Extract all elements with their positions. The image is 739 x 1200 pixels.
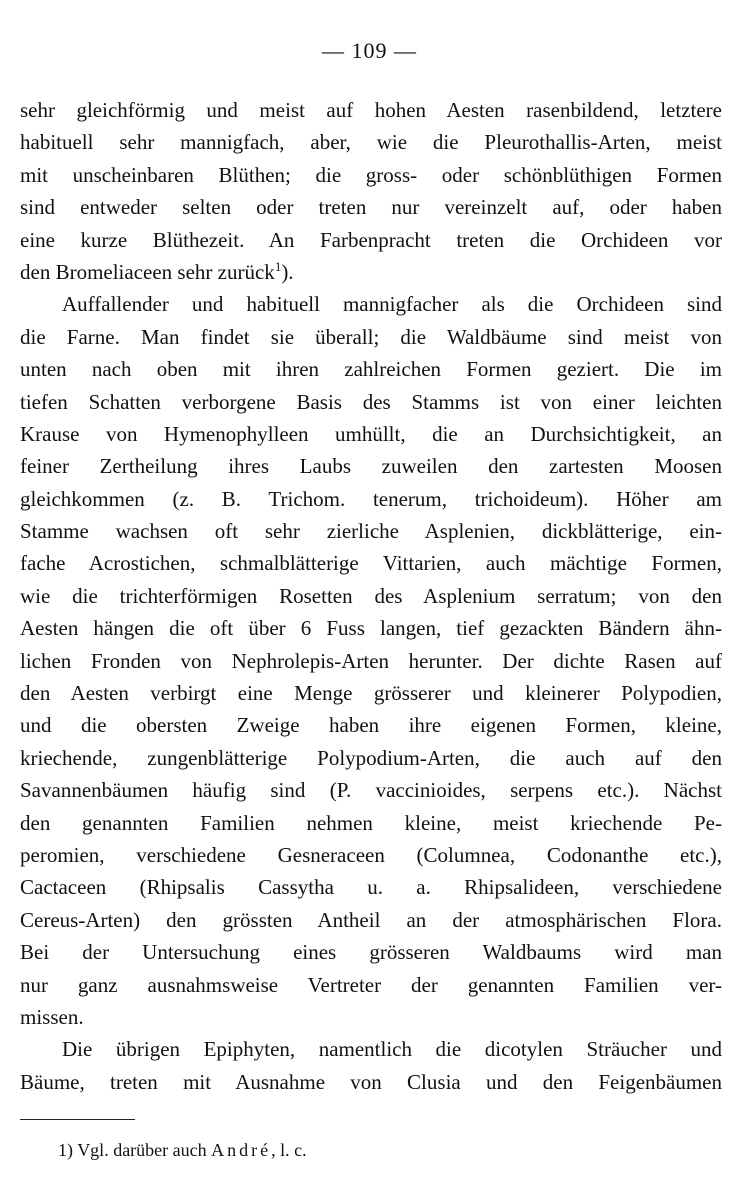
text-line: tiefen Schatten verborgene Basis des Stamms ist von einer leichten (20, 389, 722, 414)
text-line: sehr gleichförmig und meist auf hohen Aesten rasenbildend, letztere (20, 98, 722, 122)
text-line: kriechende, zungenblätterige Polypodium-Arten, die auch auf den (20, 745, 722, 770)
text-line: Savannenbäumen häufig sind (P. vaccinioides, serpens etc.). Nächst (20, 778, 722, 803)
text-line: Krause von Hymenophylleen umhüllt, die an Durchsichtigkeit, an (20, 421, 722, 446)
text-line: Die übrigen Epiphyten, namentlich die dicotylen Sträucher und (62, 1037, 722, 1062)
text-line: fache Acrostichen, schmalblätterige Vittarien, auch mächtige Formen, (20, 551, 722, 576)
paragraph (20, 94, 722, 288)
footnote (58, 1138, 718, 1162)
text-line: eine kurze Blüthezeit. An Farbenpracht treten die Orchideen vor (20, 227, 722, 252)
text-line: gleichkommen (z. B. Trichom. tenerum, trichoideum). Höher am (20, 486, 722, 511)
footnote-text: Vgl. darüber auch (77, 1140, 207, 1160)
text-line: Auffallender und habituell mannigfacher als die Orchideen sind (62, 292, 722, 317)
paragraph (20, 1033, 722, 1098)
text-line: peromien, verschiedene Gesneraceen (Columnea, Codonanthe etc.), (20, 842, 722, 867)
text-line: lichen Fronden von Nephrolepis-Arten herunter. Der dichte Rasen auf (20, 648, 722, 673)
page-number: — 109 — (322, 38, 417, 63)
footnote-text-end: , l. c. (271, 1140, 307, 1160)
text-line: wie die trichterförmigen Rosetten des Asplenium serratum; von den (20, 583, 722, 608)
text-line: Cereus-Arten) den grössten Antheil an der atmosphärischen Flora. (20, 907, 722, 932)
text-line: den Aesten verbirgt eine Menge grösserer und kleinerer Polypodien, (20, 681, 722, 706)
text-line: Cactaceen (Rhipsalis Cassytha u. a. Rhipsalideen, verschiedene (20, 875, 722, 900)
text-line: und die obersten Zweige haben ihre eigenen Formen, kleine, (20, 713, 722, 738)
text-line: Stamme wachsen oft sehr zierliche Asplenien, dickblätterige, ein- (20, 519, 722, 544)
text-fragment: den Bromeliaceen sehr zurück (20, 259, 275, 284)
paragraph (20, 288, 722, 1033)
text-line: den genannten Familien nehmen kleine, meist kriechende Pe- (20, 810, 722, 835)
footnote-marker: 1) (58, 1140, 73, 1160)
text-line: Bei der Untersuchung eines grösseren Waldbaums wird man (20, 940, 722, 965)
text-line (20, 256, 722, 288)
footnote-author: André (211, 1140, 272, 1160)
text-line: nur ganz ausnahmsweise Vertreter der genannten Familien ver- (20, 972, 722, 997)
footnote-separator (20, 1119, 135, 1120)
text-line: unten nach oben mit ihren zahlreichen Formen geziert. Die im (20, 357, 722, 382)
text-line: die Farne. Man findet sie überall; die Waldbäume sind meist von (20, 324, 722, 349)
text-fragment: ). (281, 259, 294, 284)
footnote-reference: 1 (274, 258, 282, 274)
text-line: mit unscheinbaren Blüthen; die gross- oder schönblüthigen Formen (20, 162, 722, 187)
text-line: feiner Zertheilung ihres Laubs zuweilen den zartesten Moosen (20, 454, 722, 479)
text-line: missen. (20, 1004, 84, 1029)
text-line: Bäume, treten mit Ausnahme von Clusia und den Feigenbäumen (20, 1069, 722, 1094)
text-line: sind entweder selten oder treten nur vereinzelt auf, oder haben (20, 195, 722, 220)
text-line: habituell sehr mannigfach, aber, wie die Pleurothallis-Arten, meist (20, 130, 722, 155)
text-line: Aesten hängen die oft über 6 Fuss langen, tief gezackten Bändern ähn- (20, 616, 722, 641)
body-text (20, 94, 722, 1098)
